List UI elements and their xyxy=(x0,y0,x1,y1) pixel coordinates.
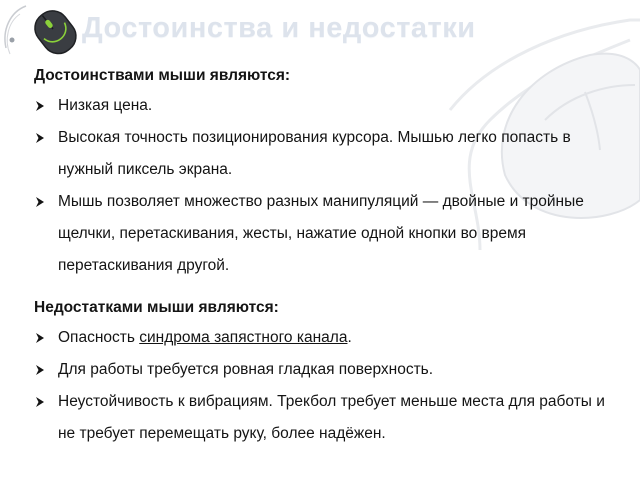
carpal-tunnel-syndrome-link[interactable]: синдрома запястного канала xyxy=(139,329,348,346)
computer-mouse-logo xyxy=(0,0,90,60)
arrow-bullet-icon xyxy=(35,396,45,408)
slide-content xyxy=(34,62,624,450)
arrow-bullet-icon xyxy=(35,332,45,344)
list-item-text: Неустойчивость к вибрациям. Трекбол требует меньше места для работы и не требует перемещать руку, более надёжен. xyxy=(58,393,605,442)
list-item-text: Мышь позволяет множество разных манипуляций — двойные и тройные щелчки, перетаскивания, жесты, нажатие одной кнопки во время перетаскивания другой. xyxy=(58,193,584,274)
arrow-bullet-icon xyxy=(35,132,45,144)
advantages-heading: Достоинствами мыши являются: xyxy=(34,67,291,84)
list-item-text: Низкая цена. xyxy=(58,97,153,114)
list-item xyxy=(34,122,624,186)
arrow-bullet-icon xyxy=(35,196,45,208)
list-item-text: Для работы требуется ровная гладкая поверхность. xyxy=(58,361,434,378)
list-item xyxy=(34,386,624,450)
list-item xyxy=(34,90,624,122)
arrow-bullet-icon xyxy=(35,100,45,112)
arrow-bullet-icon xyxy=(35,364,45,376)
list-item-text: Высокая точность позиционирования курсора. Мышью легко попасть в нужный пиксель экрана. xyxy=(58,129,571,178)
list-item xyxy=(34,186,624,282)
disadvantages-list xyxy=(34,322,624,450)
list-item xyxy=(34,354,624,386)
disadvantages-heading: Недостатками мыши являются: xyxy=(34,299,279,316)
advantages-list xyxy=(34,90,624,282)
list-item-text-after: . xyxy=(347,329,352,346)
list-item xyxy=(34,322,624,354)
slide-title: Достоинства и недостатки xyxy=(82,12,476,44)
list-item-text-before: Опасность xyxy=(58,329,140,346)
